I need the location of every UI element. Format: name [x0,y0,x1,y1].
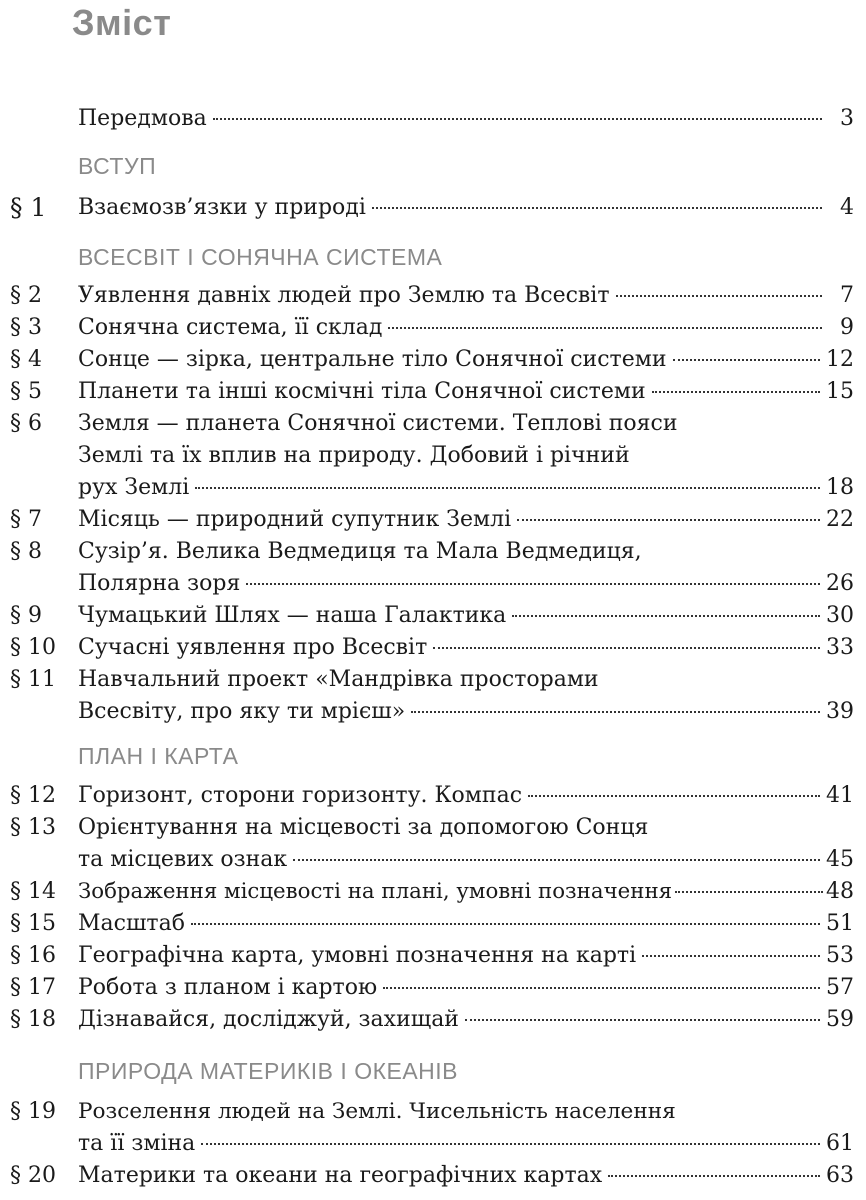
toc-entry-number: § 3 [10,315,42,340]
section-heading: ВСТУП [78,153,157,179]
section-heading: ВСЕСВІТ І СОНЯЧНА СИСТЕМА [78,244,443,270]
toc-entry-page: 59 [826,1007,854,1032]
dot-leader [246,583,820,585]
toc-entry-number: § 9 [10,603,42,628]
toc-entry-page: 51 [826,911,854,936]
toc-entry-title: Всесвіту, про яку ти мрієш» [78,699,406,724]
toc-entry [0,537,866,567]
toc-entry-page: 3 [840,106,854,131]
toc-entry-title: Планети та інші космічні тіла Сонячної системи [78,379,646,404]
dot-leader [411,711,820,713]
toc-entry-page: 12 [826,347,854,372]
toc-entry-page: 63 [826,1163,854,1188]
toc-entry [0,877,866,907]
toc-entry-number: § 13 [10,815,56,840]
toc-entry-title: Сонячна система, її склад [78,315,383,340]
toc-entry-page: 39 [826,699,854,724]
section-heading: ПЛАН І КАРТА [78,743,239,769]
dot-leader [652,391,820,393]
toc-entry-page: 33 [826,635,854,660]
toc-entry-page: 22 [826,507,854,532]
toc-entry-title: Розселення людей на Землі. Чисельність населення [78,1099,676,1124]
toc-entry-page: 4 [840,195,854,220]
toc-entry-page: 26 [826,571,854,596]
toc-entry-continuation [0,473,866,503]
toc-entry-title: та її зміна [78,1131,196,1156]
toc-entry-page: 41 [826,783,854,808]
dot-leader [642,955,820,957]
toc-entry-number: § 4 [10,347,42,372]
toc-entry-title: Уявлення давніх людей про Землю та Всесвіт [78,283,610,308]
toc-entry [0,633,866,663]
toc-entry-title: Робота з планом і картою [78,975,378,1000]
toc-entry-continuation [0,845,866,875]
dot-leader [213,118,822,120]
dot-leader [673,359,821,361]
toc-entry [0,973,866,1003]
toc-entry [0,1005,866,1035]
toc-entry-page: 9 [840,315,854,340]
toc-entry-title: Землі та їх вплив на природу. Добовий і річний [78,443,630,468]
toc-entry-title: Передмова [78,106,207,131]
toc-entry [0,941,866,971]
toc-entry [0,345,866,375]
dot-leader [517,519,820,521]
toc-entry-page: 61 [826,1131,854,1156]
toc-entry-title: Географічна карта, умовні позначення на карті [78,943,637,968]
toc-entry [0,909,866,939]
dot-leader [608,1175,820,1177]
toc-entry-title: Сучасні уявлення про Всесвіт [78,635,428,660]
toc-entry [0,1161,866,1191]
toc-entry-number: § 19 [10,1099,56,1124]
toc-entry [0,813,866,843]
toc-entry-number: § 12 [10,783,56,808]
dot-leader [465,1019,820,1021]
toc-entry [0,1097,866,1127]
toc-entry [0,781,866,811]
dot-leader [293,859,820,861]
toc-entry-title: Горизонт, сторони горизонту. Компас [78,783,523,808]
toc-entry-continuation [0,1129,866,1159]
toc-entry-continuation [0,697,866,727]
toc-entry-number: § 16 [10,943,56,968]
toc-entry [0,601,866,631]
toc-entry-number: § 18 [10,1007,56,1032]
toc-entry [0,281,866,311]
toc-entry-title: Полярна зоря [78,571,241,596]
toc-entry-number: § 11 [10,667,56,692]
page-title: Зміст [72,2,172,43]
toc-entry-title: рух Землі [78,475,190,500]
toc-entry-number: § 10 [10,635,56,660]
toc-entry-title: Масштаб [78,911,185,936]
toc-entry [0,409,866,439]
toc-entry [0,313,866,343]
toc-entry-number: § 5 [10,379,42,404]
dot-leader [528,795,820,797]
toc-entry-number: § 14 [10,879,56,904]
dot-leader [512,615,820,617]
toc-entry-number: § 7 [10,507,42,532]
toc-entry [0,665,866,695]
toc-entry-title: Земля — планета Сонячної системи. Теплові пояси [78,411,678,436]
toc-entry-number: § 1 [10,193,47,222]
toc-entry-title: Дізнавайся, досліджуй, захищай [78,1007,459,1032]
toc-entry-page: 48 [826,879,854,904]
toc-entry-page: 53 [826,943,854,968]
toc-entry-title: Сонце — зірка, центральне тіло Сонячної системи [78,347,667,372]
toc-entry-page: 45 [826,847,854,872]
toc-entry-number: § 17 [10,975,56,1000]
dot-leader [388,327,822,329]
toc-entry-continuation [0,441,866,471]
toc-entry-title: Сузір’я. Велика Ведмедиця та Мала Ведмедиця, [78,539,642,564]
dot-leader [195,487,820,489]
toc-entry-number: § 8 [10,539,42,564]
dot-leader [433,647,820,649]
toc-entry-number: § 2 [10,283,42,308]
toc-entry-page: 57 [826,975,854,1000]
toc-entry [0,505,866,535]
dot-leader [201,1143,820,1145]
toc-entry-title: Материки та океани на географічних картах [78,1163,603,1188]
toc-entry-page: 7 [840,283,854,308]
toc-entry-number: § 20 [10,1163,56,1188]
toc-entry-title: Місяць — природний супутник Землі [78,507,512,532]
toc-entry-title: Взаємозв’язки у природі [78,195,366,220]
toc-entry-title: Орієнтування на місцевості за допомогою Сонця [78,815,649,840]
toc-entry-page: 18 [826,475,854,500]
toc-entry-number: § 15 [10,911,56,936]
dot-leader [191,923,820,925]
toc-entry-intro [0,104,866,134]
toc-entry-title: Чумацький Шлях — наша Галактика [78,603,507,628]
dot-leader [383,987,820,989]
dot-leader [372,207,822,209]
toc-entry [0,193,866,223]
dot-leader [675,891,823,893]
toc-entry-number: § 6 [10,411,42,436]
toc-entry-title: та місцевих ознак [78,847,288,872]
toc-entry-page: 30 [826,603,854,628]
toc-entry-continuation [0,569,866,599]
dot-leader [616,295,822,297]
toc-entry-page: 15 [826,379,854,404]
section-heading: ПРИРОДА МАТЕРИКІВ І ОКЕАНІВ [78,1058,459,1084]
toc-entry [0,377,866,407]
toc-entry-title: Навчальний проект «Мандрівка просторами [78,667,599,692]
toc-entry-title: Зображення місцевості на плані, умовні позначення [78,879,673,904]
